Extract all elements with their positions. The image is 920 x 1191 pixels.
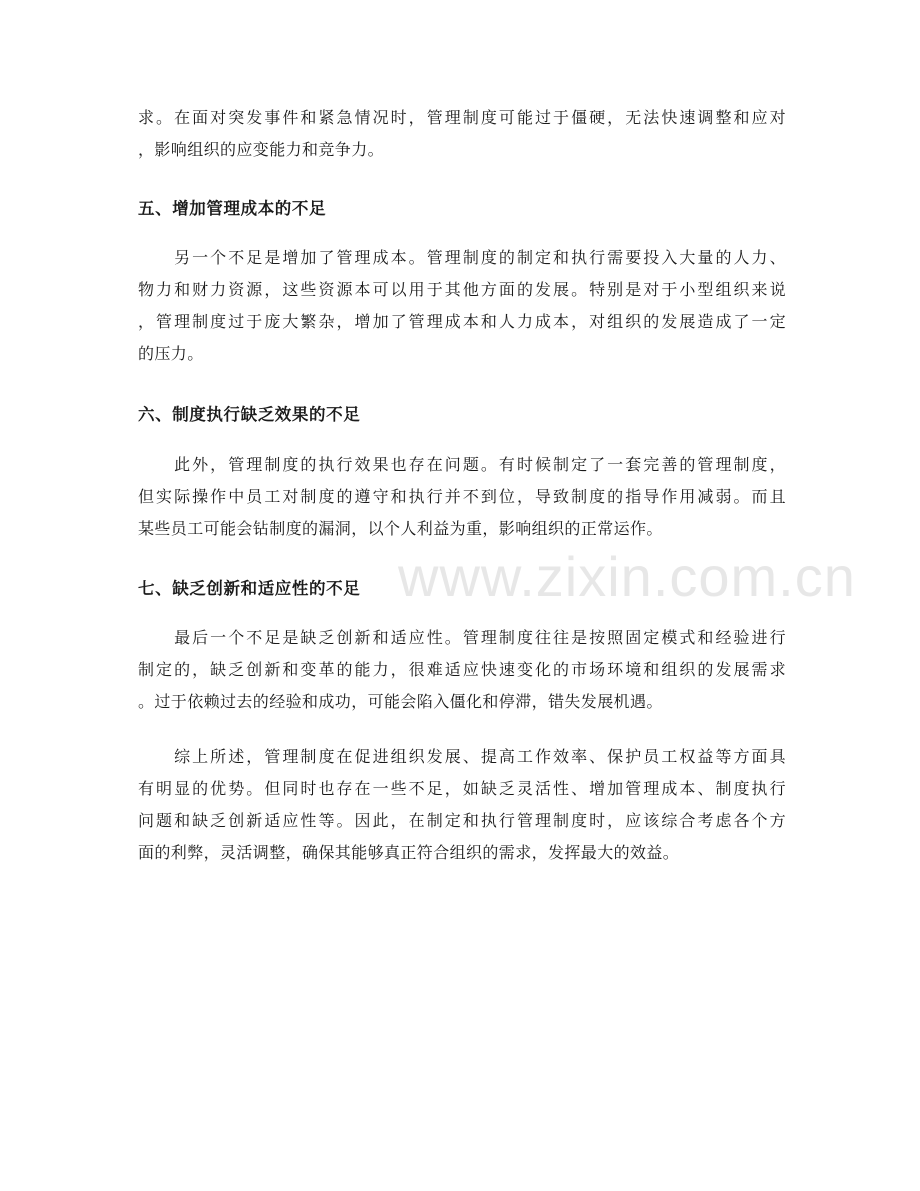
intro-paragraph [138, 102, 786, 166]
conclusion-line: 面的利弊，灵活调整，确保其能够真正符合组织的需求，发挥最大的效益。 [138, 843, 680, 862]
section-5-paragraph [138, 242, 786, 370]
section-7-line: 制定的，缺乏创新和变革的能力，很难适应快速变化的市场环境和组织的发展需求 [138, 660, 786, 679]
watermark: www.zixin.com.cn [398, 545, 856, 608]
section-5-line: 物力和财力资源，这些资源本可以用于其他方面的发展。特别是对于小型组织来说 [138, 280, 786, 299]
section-6-line: 但实际操作中员工对制度的遵守和执行并不到位，导致制度的指导作用减弱。而且 [138, 487, 786, 506]
section-7-heading: 七、缺乏创新和适应性的不足 [138, 579, 361, 598]
conclusion-line: 问题和缺乏创新适应性等。因此，在制定和执行管理制度时，应该综合考虑各个方 [138, 811, 786, 830]
section-7-paragraph [138, 622, 786, 718]
conclusion-paragraph [138, 741, 786, 869]
intro-line: 求。在面对突发事件和紧急情况时，管理制度可能过于僵硬，无法快速调整和应对 [138, 108, 786, 127]
section-5-line: ，管理制度过于庞大繁杂，增加了管理成本和人力成本，对组织的发展造成了一定 [138, 312, 786, 331]
section-5-heading: 五、增加管理成本的不足 [138, 199, 327, 218]
intro-line: ，影响组织的应变能力和竞争力。 [138, 140, 385, 159]
section-5-line: 另一个不足是增加了管理成本。管理制度的制定和执行需要投入大量的人力、 [138, 248, 786, 267]
section-7-line: 最后一个不足是缺乏创新和适应性。管理制度往往是按照固定模式和经验进行 [138, 628, 786, 647]
section-6-paragraph [138, 449, 786, 545]
section-6-line: 此外，管理制度的执行效果也存在问题。有时候制定了一套完善的管理制度， [138, 455, 786, 474]
section-6-heading: 六、制度执行缺乏效果的不足 [138, 405, 361, 424]
section-6-line: 某些员工可能会钻制度的漏洞，以个人利益为重，影响组织的正常运作。 [138, 519, 663, 538]
conclusion-line: 有明显的优势。但同时也存在一些不足，如缺乏灵活性、增加管理成本、制度执行 [138, 779, 786, 798]
conclusion-line: 综上所述，管理制度在促进组织发展、提高工作效率、保护员工权益等方面具 [138, 747, 786, 766]
section-7-line: 。过于依赖过去的经验和成功，可能会陷入僵化和停滞，错失发展机遇。 [138, 692, 663, 711]
section-5-line: 的压力。 [138, 344, 204, 363]
